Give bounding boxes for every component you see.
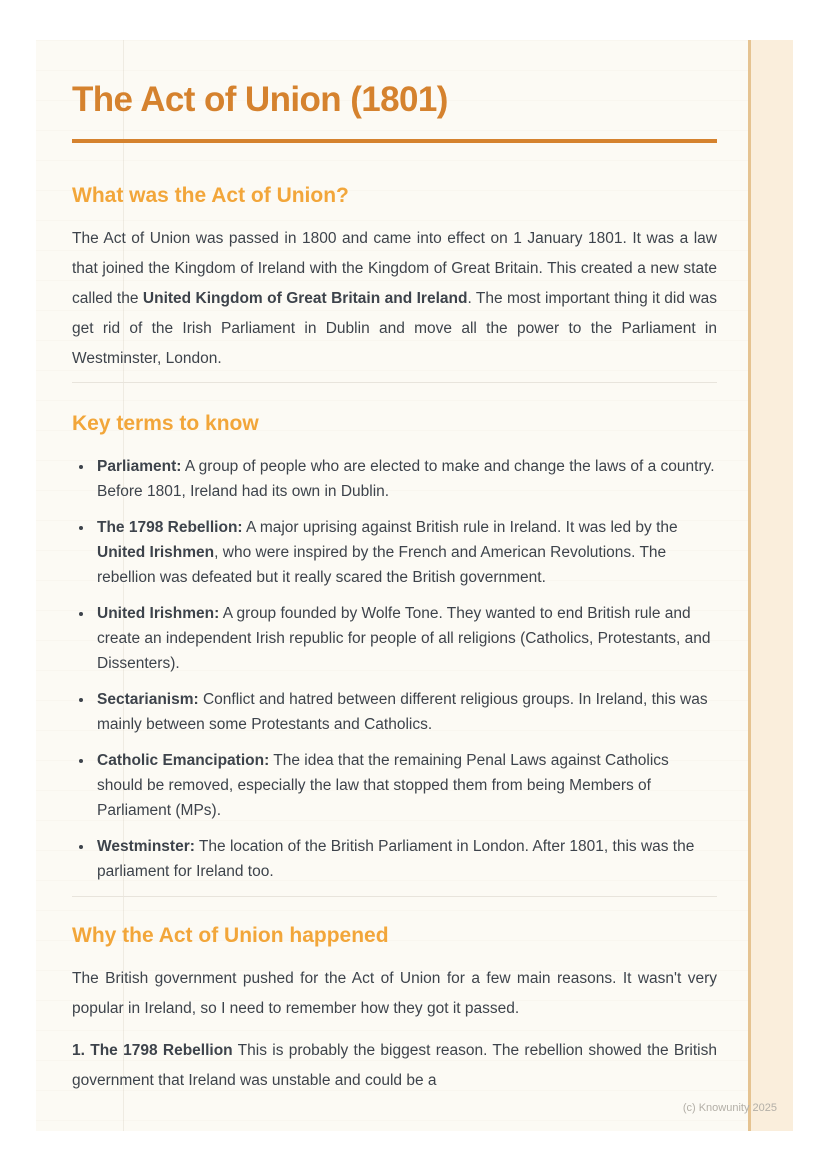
paragraph-why-intro: The British government pushed for the Act of Union for a few main reasons. It wasn't very popular in Ireland, so I need to remember how they got it passed.	[72, 970, 717, 1017]
list-item-catholic-emancipation: • Catholic Emancipation: The idea that the remaining Penal Laws against Catholics should be removed, especially the law that stopped them from being Members of Parliament (MPs).	[94, 748, 717, 823]
section-heading-key-terms: Key terms to know	[72, 412, 259, 435]
document-page	[36, 40, 793, 1131]
section-heading-why-it-happened: Why the Act of Union happened	[72, 924, 389, 947]
section-heading-what-was-the-act-of-union: What was the Act of Union?	[72, 184, 349, 207]
list-item-parliament: • Parliament: A group of people who are elected to make and change the laws of a country. Before 1801, Ireland had its own in Dublin.	[94, 454, 717, 504]
copyright-watermark: (c) Knowunity 2025	[682, 1102, 777, 1114]
list-item-sectarianism: • Sectarianism: Conflict and hatred between different religious groups. In Ireland, this was mainly between some Protestants and Catholics.	[94, 687, 717, 737]
page-title: The Act of Union (1801)	[72, 80, 448, 119]
list-item-1798-rebellion: • The 1798 Rebellion: A major uprising against British rule in Ireland. It was led by the United Irishmen, who were inspired by the French and American Revolutions. The rebellion was defeated but it really scared the British government.	[94, 515, 717, 590]
title-underline-rule	[72, 139, 717, 143]
key-terms-list	[72, 454, 717, 884]
section-divider	[72, 382, 717, 383]
section-divider	[72, 896, 717, 897]
list-item-westminster: • Westminster: The location of the British Parliament in London. After 1801, this was the parliament for Ireland too.	[94, 834, 717, 884]
list-item-united-irishmen: • United Irishmen: A group founded by Wolfe Tone. They wanted to end British rule and create an independent Irish republic for people of all religions (Catholics, Protestants, and Dissenters).	[94, 601, 717, 676]
paragraph-what-was-the-act-of-union: The Act of Union was passed in 1800 and came into effect on 1 January 1801. It was a law that joined the Kingdom of Ireland with the Kingdom of Great Britain. This created a new state called the United Kingdom of Great Britain and Ireland. The most important thing it did was get rid of the Irish Parliament in Dublin and move all the power to the Parliament in Westminster, London.	[72, 230, 717, 367]
paragraph-reason-1798-rebellion: 1. The 1798 Rebellion This is probably the biggest reason. The rebellion showed the British government that Ireland was unstable and could be a	[72, 1042, 717, 1089]
page-content	[36, 40, 793, 1096]
